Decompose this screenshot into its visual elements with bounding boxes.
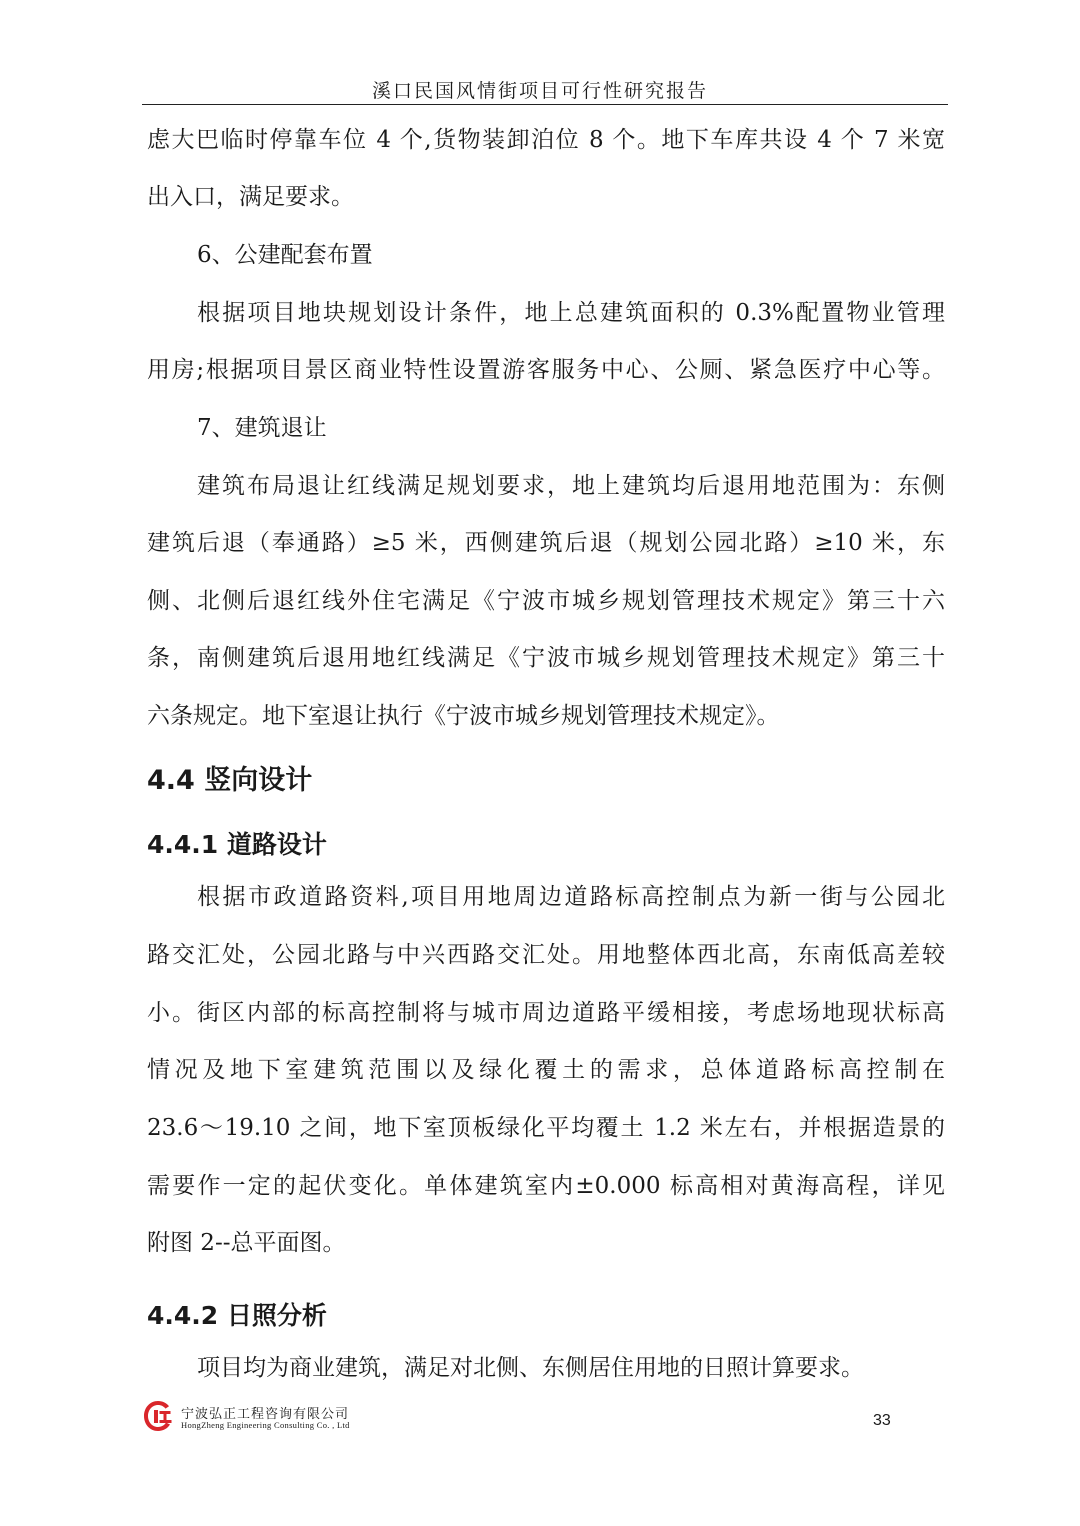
paragraph-line: 侧、北侧后退红线外住宅满足《宁波市城乡规划管理技术规定》第三十六 [147, 588, 945, 614]
paragraph-line: 情况及地下室建筑范围以及绿化覆土的需求，总体道路标高控制在 [147, 1057, 945, 1083]
paragraph-line: 建筑后退（奉通路）≥5 米，西侧建筑后退（规划公园北路）≥10 米，东 [147, 530, 945, 556]
paragraph-line: 23.6～19.10 之间，地下室顶板绿化平均覆土 1.2 米左右，并根据造景的 [147, 1115, 945, 1141]
list-item-heading: 7、建筑退让 [197, 415, 327, 441]
report-title: 溪口民国风情街项目可行性研究报告 [371, 80, 708, 102]
paragraph-line: 虑大巴临时停靠车位 4 个,货物装卸泊位 8 个。地下车库共设 4 个 7 米宽 [147, 127, 945, 153]
paragraph-line: 出入口，满足要求。 [147, 184, 354, 210]
paragraph-line: 需要作一定的起伏变化。单体建筑室内±0.000 标高相对黄海高程，详见 [147, 1173, 945, 1199]
section-heading-4-4-2: 4.4.2 日照分析 [147, 1301, 327, 1330]
paragraph-line: 附图 2--总平面图。 [147, 1230, 346, 1256]
section-heading-4-4: 4.4 竖向设计 [147, 765, 313, 796]
report-body [147, 0, 945, 1526]
paragraph-line: 项目均为商业建筑，满足对北侧、东侧居住用地的日照计算要求。 [197, 1355, 864, 1381]
hongzheng-logo-icon [143, 1400, 173, 1432]
paragraph-line: 小。街区内部的标高控制将与城市周边道路平缓相接，考虑场地现状标高 [147, 1000, 945, 1026]
company-name-en: HongZheng Engineering Consulting Co. , Ltd [181, 1420, 350, 1430]
paragraph-line: 路交汇处，公园北路与中兴西路交汇处。用地整体西北高，东南低高差较 [147, 942, 945, 968]
paragraph-line: 建筑布局退让红线满足规划要求，地上建筑均后退用地范围为：东侧 [197, 473, 945, 499]
section-heading-4-4-1: 4.4.1 道路设计 [147, 830, 327, 859]
paragraph-line: 用房;根据项目景区商业特性设置游客服务中心、公厕、紧急医疗中心等。 [147, 357, 945, 383]
list-item-heading: 6、公建配套布置 [197, 242, 373, 268]
company-name-cn: 宁波弘正工程咨询有限公司 [181, 1407, 350, 1422]
paragraph-line: 条，南侧建筑后退用地红线满足《宁波市城乡规划管理技术规定》第三十 [147, 645, 945, 671]
paragraph-line: 根据市政道路资料,项目用地周边道路标高控制点为新一街与公园北 [197, 884, 945, 910]
paragraph-line: 根据项目地块规划设计条件，地上总建筑面积的 0.3%配置物业管理 [197, 300, 945, 326]
paragraph-line: 六条规定。地下室退让执行《宁波市城乡规划管理技术规定》。 [147, 703, 780, 729]
page-number: 33 [873, 1412, 891, 1429]
